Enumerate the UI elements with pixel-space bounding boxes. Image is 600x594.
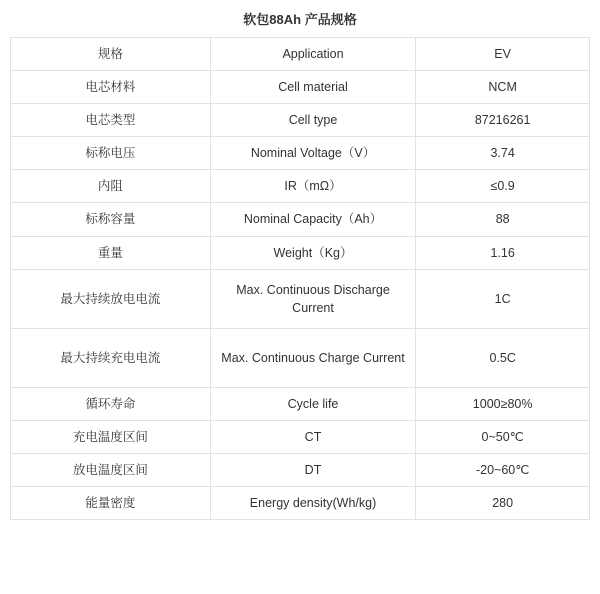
spec-label-cn: 标称容量 <box>11 203 211 236</box>
spec-label-cn: 最大持续放电电流 <box>11 269 211 328</box>
table-row <box>11 137 590 170</box>
table-row <box>11 170 590 203</box>
spec-label-cn: 电芯类型 <box>11 104 211 137</box>
spec-label-en: DT <box>210 453 416 486</box>
spec-label-en: Cycle life <box>210 387 416 420</box>
spec-value: 1C <box>416 269 590 328</box>
table-row <box>11 387 590 420</box>
table-row <box>11 269 590 328</box>
product-spec-table <box>10 4 590 520</box>
spec-label-cn: 电芯材料 <box>11 70 211 103</box>
spec-label-en: Application <box>210 37 416 70</box>
spec-label-cn: 内阻 <box>11 170 211 203</box>
table-row <box>11 420 590 453</box>
spec-value: EV <box>416 37 590 70</box>
spec-sheet <box>10 0 590 520</box>
spec-value: 87216261 <box>416 104 590 137</box>
spec-value: NCM <box>416 70 590 103</box>
spec-label-cn: 放电温度区间 <box>11 453 211 486</box>
spec-value: 1.16 <box>416 236 590 269</box>
spec-label-cn: 循环寿命 <box>11 387 211 420</box>
spec-label-en: CT <box>210 420 416 453</box>
table-row <box>11 236 590 269</box>
table-title-row <box>11 4 590 37</box>
spec-value: 3.74 <box>416 137 590 170</box>
spec-value: 0.5C <box>416 328 590 387</box>
table-row <box>11 70 590 103</box>
spec-label-en: Energy density(Wh/kg) <box>210 487 416 520</box>
spec-label-en: Max. Continuous Charge Current <box>210 328 416 387</box>
table-row <box>11 104 590 137</box>
table-row <box>11 37 590 70</box>
spec-label-cn: 规格 <box>11 37 211 70</box>
spec-label-en: IR（mΩ） <box>210 170 416 203</box>
spec-label-cn: 能量密度 <box>11 487 211 520</box>
spec-label-en: Weight（Kg） <box>210 236 416 269</box>
spec-label-en: Nominal Voltage（V） <box>210 137 416 170</box>
table-row <box>11 487 590 520</box>
spec-label-en: Cell material <box>210 70 416 103</box>
table-row <box>11 328 590 387</box>
table-row <box>11 203 590 236</box>
spec-value: ≤0.9 <box>416 170 590 203</box>
spec-label-en: Cell type <box>210 104 416 137</box>
page-title: 软包88Ah 产品规格 <box>11 4 590 37</box>
spec-value: 280 <box>416 487 590 520</box>
spec-table-body <box>11 4 590 520</box>
spec-value: -20~60℃ <box>416 453 590 486</box>
spec-label-cn: 充电温度区间 <box>11 420 211 453</box>
spec-label-cn: 重量 <box>11 236 211 269</box>
spec-value: 1000≥80% <box>416 387 590 420</box>
spec-label-cn: 最大持续充电电流 <box>11 328 211 387</box>
spec-value: 0~50℃ <box>416 420 590 453</box>
table-row <box>11 453 590 486</box>
spec-label-cn: 标称电压 <box>11 137 211 170</box>
spec-label-en: Nominal Capacity（Ah） <box>210 203 416 236</box>
spec-value: 88 <box>416 203 590 236</box>
spec-label-en: Max. Continuous Discharge Current <box>210 269 416 328</box>
